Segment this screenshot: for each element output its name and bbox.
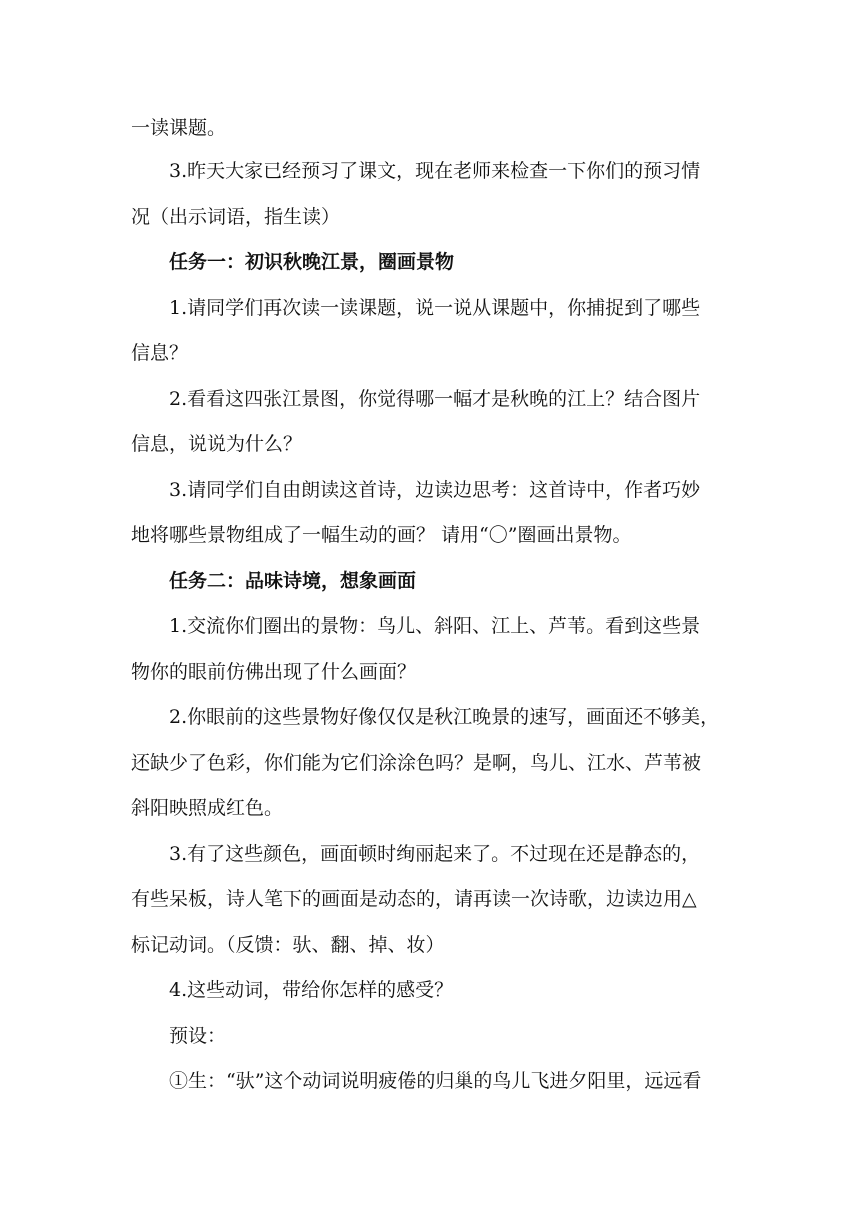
text-line: 3.有了这些颜色，画面顿时绚丽起来了。不过现在还是静态的， [169, 843, 701, 865]
text-line: 况（出示词语，指生读） [131, 206, 341, 228]
section-heading: 任务二：品味诗境，想象画面 [169, 570, 417, 592]
text-line: 物你的眼前仿佛出现了什么画面？ [131, 661, 417, 683]
text-line: 4.这些动词，带给你怎样的感受？ [169, 979, 454, 1001]
text-line: 标记动词。（反馈：驮、翻、掉、妆） [131, 934, 445, 956]
section-heading: 任务一：初识秋晚江景，圈画景物 [169, 251, 455, 273]
text-line: 一读课题。 [131, 117, 227, 139]
text-line: 2.看看这四张江景图，你觉得哪一幅才是秋晚的江上？结合图片 [169, 388, 701, 410]
text-line: 还缺少了色彩，你们能为它们涂涂色吗？是啊，鸟儿、江水、芦苇被 [131, 752, 702, 774]
text-line: 3.请同学们自由朗读这首诗，边读边思考：这首诗中，作者巧妙 [169, 479, 701, 501]
text-line: 1.请同学们再次读一读课题，说一说从课题中，你捕捉到了哪些 [169, 297, 701, 319]
text-line: 1.交流你们圈出的景物：鸟儿、斜阳、江上、芦苇。看到这些景 [169, 615, 701, 637]
text-line: 斜阳映照成红色。 [131, 797, 284, 819]
text-line: 信息？ [131, 342, 189, 364]
text-line: 有些呆板，诗人笔下的画面是动态的，请再读一次诗歌，边读边用△ [131, 888, 697, 910]
text-line: 地将哪些景物组成了一幅生动的画？ 请用“〇”圈画出景物。 [131, 524, 632, 546]
text-line: 预设： [169, 1025, 227, 1047]
text-line: 2.你眼前的这些景物好像仅仅是秋江晚景的速写，画面还不够美， [169, 706, 720, 728]
text-line: 3.昨天大家已经预习了课文，现在老师来检查一下你们的预习情 [169, 160, 701, 182]
text-line: ①生：“驮”这个动词说明疲倦的归巢的鸟儿飞进夕阳里，远远看 [169, 1070, 702, 1092]
text-line: 信息，说说为什么？ [131, 433, 303, 455]
